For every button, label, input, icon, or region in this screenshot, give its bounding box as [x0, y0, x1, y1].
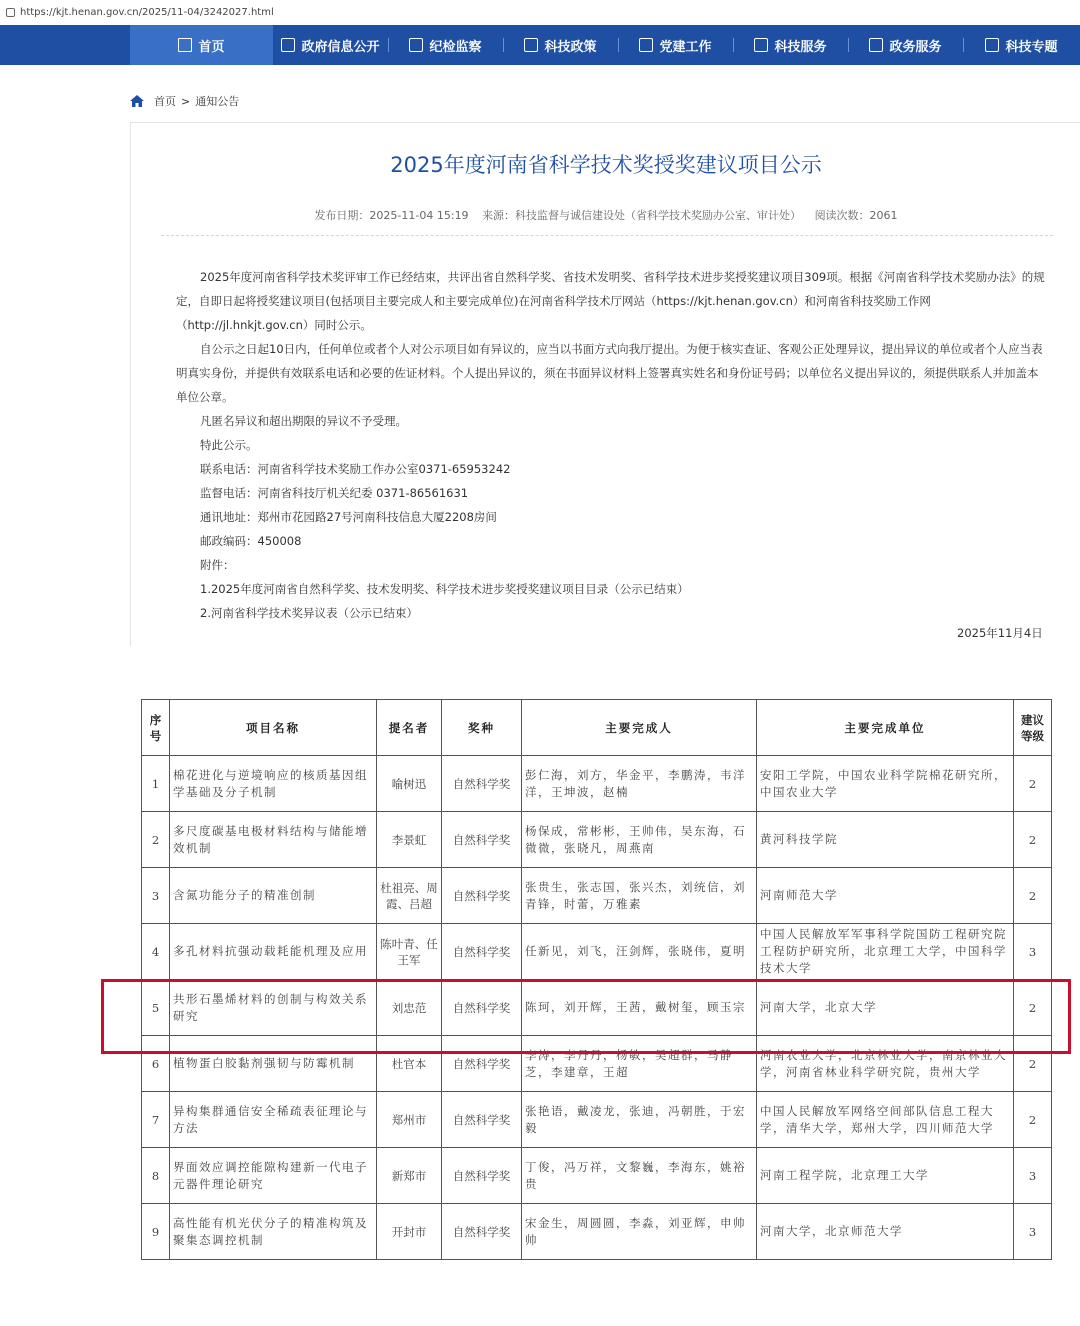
cell-project: 棉花进化与逆境响应的核质基因组学基础及分子机制: [170, 756, 377, 812]
article-body: [176, 265, 1046, 625]
address-bar[interactable]: [0, 0, 1080, 24]
nav-item-gov-info[interactable]: 政府信息公开: [273, 25, 388, 65]
attachment-link-2[interactable]: 2.河南省科学技术奖异议表（公示已结束）: [200, 606, 418, 620]
postal-code: 邮政编码：450008: [200, 534, 302, 548]
cell-people: 任新见，刘飞，汪剑辉，张晓伟，夏明: [522, 924, 757, 980]
cell-project: 含氮功能分子的精准创制: [170, 868, 377, 924]
text-line: 凡匿名异议和超出期限的异议不予受理。: [200, 414, 407, 428]
divider: [161, 235, 1053, 236]
table-row: [142, 1148, 1052, 1204]
cell-nominator: 喻树迅: [377, 756, 442, 812]
cell-award-type: 自然科学奖: [442, 868, 522, 924]
cell-level: 2: [1014, 1036, 1052, 1092]
main-nav: [0, 25, 1080, 65]
cell-units: 中国人民解放军军事科学院国防工程研究院工程防护研究所，北京理工大学，中国科学技术大学: [757, 924, 1014, 980]
article-meta: [131, 207, 1080, 223]
lock-icon: [6, 8, 15, 17]
paragraph: 2025年度河南省科学技术奖评审工作已经结束，共评出省自然科学奖、省技术发明奖、省科学技术进步奖授奖建议项目309项。根据《河南省科学技术奖励办法》的规定，自即日起将授奖建议项目(包括项目主要完成人和主要完成单位)在河南省科学技术厅网站（https://kjt.henan.gov.cn）和河南省科技奖励工作网（http://jl.hnkjt.gov.cn）同时公示。: [176, 270, 1045, 332]
cell-nominator: 杜官本: [377, 1036, 442, 1092]
view-count: 阅读次数：2061: [814, 209, 898, 222]
page-title: 2025年度河南省科学技术奖授奖建议项目公示: [390, 153, 822, 177]
article-source: 来源：科技监督与诚信建设处（省科学技术奖励办公室、审计处）: [482, 209, 802, 222]
cell-index: 2: [142, 812, 170, 868]
table-row: [142, 868, 1052, 924]
header-nominator: 提名者: [377, 700, 442, 756]
cell-level: 3: [1014, 1148, 1052, 1204]
table-row: [142, 812, 1052, 868]
cell-units: 河南大学，北京师范大学: [757, 1204, 1014, 1260]
service-icon: [754, 38, 768, 52]
cell-units: 中国人民解放军网络空间部队信息工程大学，清华大学，郑州大学，四川师范大学: [757, 1092, 1014, 1148]
header-main-people: 主要完成人: [522, 700, 757, 756]
cell-units: 河南农业大学，北京林业大学，南京林业大学，河南省林业科学研究院，贵州大学: [757, 1036, 1014, 1092]
star-icon: [639, 38, 653, 52]
cell-award-type: 自然科学奖: [442, 756, 522, 812]
cell-index: 9: [142, 1204, 170, 1260]
header-index: 序号: [142, 700, 170, 756]
document-icon: [281, 38, 295, 52]
cell-nominator: 刘忠范: [377, 980, 442, 1036]
table-row: [142, 1204, 1052, 1260]
inspection-icon: [409, 38, 423, 52]
breadcrumb-current[interactable]: 通知公告: [195, 95, 240, 108]
cell-award-type: 自然科学奖: [442, 1204, 522, 1260]
cell-index: 3: [142, 868, 170, 924]
article: [130, 122, 1080, 646]
nav-item-policy[interactable]: 科技政策: [503, 25, 618, 65]
attachment-link-1[interactable]: 1.2025年度河南省自然科学奖、技术发明奖、科学技术进步奖授奖建议项目目录（公示已结束）: [200, 582, 689, 596]
header-level: 建议等级: [1014, 700, 1052, 756]
address: 通讯地址：郑州市花园路27号河南科技信息大厦2208房间: [200, 510, 497, 524]
cell-nominator: 李景虹: [377, 812, 442, 868]
cell-index: 1: [142, 756, 170, 812]
cell-people: 杨保成，常彬彬，王帅伟，吴东海，石微微，张晓凡，周燕南: [522, 812, 757, 868]
cell-units: 河南师范大学: [757, 868, 1014, 924]
cell-people: 陈珂，刘开辉，王茜，戴树玺，顾玉宗: [522, 980, 757, 1036]
cell-people: 宋金生，周圆圆，李淼，刘亚辉，申帅帅: [522, 1204, 757, 1260]
cell-award-type: 自然科学奖: [442, 1036, 522, 1092]
highlight-box: [101, 979, 1071, 1054]
cell-units: 河南工程学院，北京理工大学: [757, 1148, 1014, 1204]
cell-award-type: 自然科学奖: [442, 812, 522, 868]
header-main-units: 主要完成单位: [757, 700, 1014, 756]
cell-level: 2: [1014, 868, 1052, 924]
cell-project: 植物蛋白胶黏剂强韧与防霉机制: [170, 1036, 377, 1092]
cell-level: 2: [1014, 756, 1052, 812]
cell-people: 丁俊，冯万祥，文黎巍，李海东，姚裕贵: [522, 1148, 757, 1204]
topic-icon: [985, 38, 999, 52]
nav-item-home[interactable]: 首页: [130, 25, 273, 65]
cell-level: 3: [1014, 1204, 1052, 1260]
cell-people: 彭仁海，刘方，华金平，李鹏涛，韦洋洋，王坤波，赵楠: [522, 756, 757, 812]
cell-award-type: 自然科学奖: [442, 980, 522, 1036]
cell-index: 8: [142, 1148, 170, 1204]
cell-units: 河南大学，北京大学: [757, 980, 1014, 1036]
cell-people: 张艳语，戴凌龙，张迪，冯朝胜，于宏毅: [522, 1092, 757, 1148]
cell-award-type: 自然科学奖: [442, 924, 522, 980]
cell-nominator: 郑州市: [377, 1092, 442, 1148]
cell-units: 黄河科技学院: [757, 812, 1014, 868]
home-icon: [130, 95, 144, 107]
table-row: [142, 756, 1052, 812]
cell-people: 张贵生，张志国，张兴杰，刘统信，刘青锋，时蕾，万雅素: [522, 868, 757, 924]
breadcrumb-separator: >: [181, 94, 191, 108]
cell-award-type: 自然科学奖: [442, 1148, 522, 1204]
cell-level: 2: [1014, 812, 1052, 868]
cell-level: 2: [1014, 1092, 1052, 1148]
cell-index: 4: [142, 924, 170, 980]
table-row: [142, 1092, 1052, 1148]
contact-phone: 联系电话：河南省科学技术奖励工作办公室0371-65953242: [200, 462, 511, 476]
cell-project: 多尺度碳基电极材料结构与储能增效机制: [170, 812, 377, 868]
header-project: 项目名称: [170, 700, 377, 756]
cell-nominator: 新郑市: [377, 1148, 442, 1204]
publish-date: 发布日期：2025-11-04 15:19: [314, 209, 469, 222]
cell-nominator: 杜祖亮、周霞、吕超: [377, 868, 442, 924]
cell-project: 多孔材料抗强动载耗能机理及应用: [170, 924, 377, 980]
breadcrumb-home[interactable]: 首页: [154, 95, 176, 108]
cell-people: 李涛，李丹丹，杨敏，吴超群，马静芝，李建章，王超: [522, 1036, 757, 1092]
cell-index: 6: [142, 1036, 170, 1092]
table-header-row: [142, 700, 1052, 756]
attachments-label: 附件：: [200, 558, 235, 572]
cell-level: 3: [1014, 924, 1052, 980]
cell-project: 高性能有机光伏分子的精准构筑及聚集态调控机制: [170, 1204, 377, 1260]
cell-level: 2: [1014, 980, 1052, 1036]
home-icon: [178, 38, 192, 52]
cell-index: 7: [142, 1092, 170, 1148]
cell-nominator: 开封市: [377, 1204, 442, 1260]
text-line: 特此公示。: [200, 438, 258, 452]
government-icon: [869, 38, 883, 52]
nav-item-inspection[interactable]: 纪检监察: [388, 25, 503, 65]
cell-project: 异构集群通信安全稀疏表征理论与方法: [170, 1092, 377, 1148]
header-award-type: 奖种: [442, 700, 522, 756]
cell-nominator: 陈叶青、任王军: [377, 924, 442, 980]
cell-project: 界面效应调控能隙构建新一代电子元器件理论研究: [170, 1148, 377, 1204]
url-text[interactable]: https://kjt.henan.gov.cn/2025/11-04/3242027.html: [20, 6, 274, 18]
cell-award-type: 自然科学奖: [442, 1092, 522, 1148]
cell-units: 安阳工学院，中国农业科学院棉花研究所，中国农业大学: [757, 756, 1014, 812]
breadcrumb: [130, 92, 239, 110]
paragraph: 自公示之日起10日内，任何单位或者个人对公示项目如有异议的，应当以书面方式向我厅提出。为便于核实查证、客观公正处理异议，提出异议的单位或者个人应当表明真实身份，并提供有效联系电话和必要的佐证材料。个人提出异议的，须在书面异议材料上签署真实姓名和身份证号码；以单位名义提出异议的，须提供联系人并加盖本单位公章。: [176, 342, 1043, 404]
article-date: 2025年11月4日: [957, 626, 1043, 640]
table-row: [142, 924, 1052, 980]
nav-item-service[interactable]: 科技服务: [733, 25, 848, 65]
nav-item-party[interactable]: 党建工作: [618, 25, 733, 65]
policy-icon: [524, 38, 538, 52]
cell-project: 共形石墨烯材料的创制与构效关系研究: [170, 980, 377, 1036]
cell-index: 5: [142, 980, 170, 1036]
supervision-phone: 监督电话：河南省科技厅机关纪委 0371-86561631: [200, 486, 469, 500]
nav-item-topic[interactable]: 科技专题: [963, 25, 1080, 65]
nav-item-gov-service[interactable]: 政务服务: [848, 25, 963, 65]
